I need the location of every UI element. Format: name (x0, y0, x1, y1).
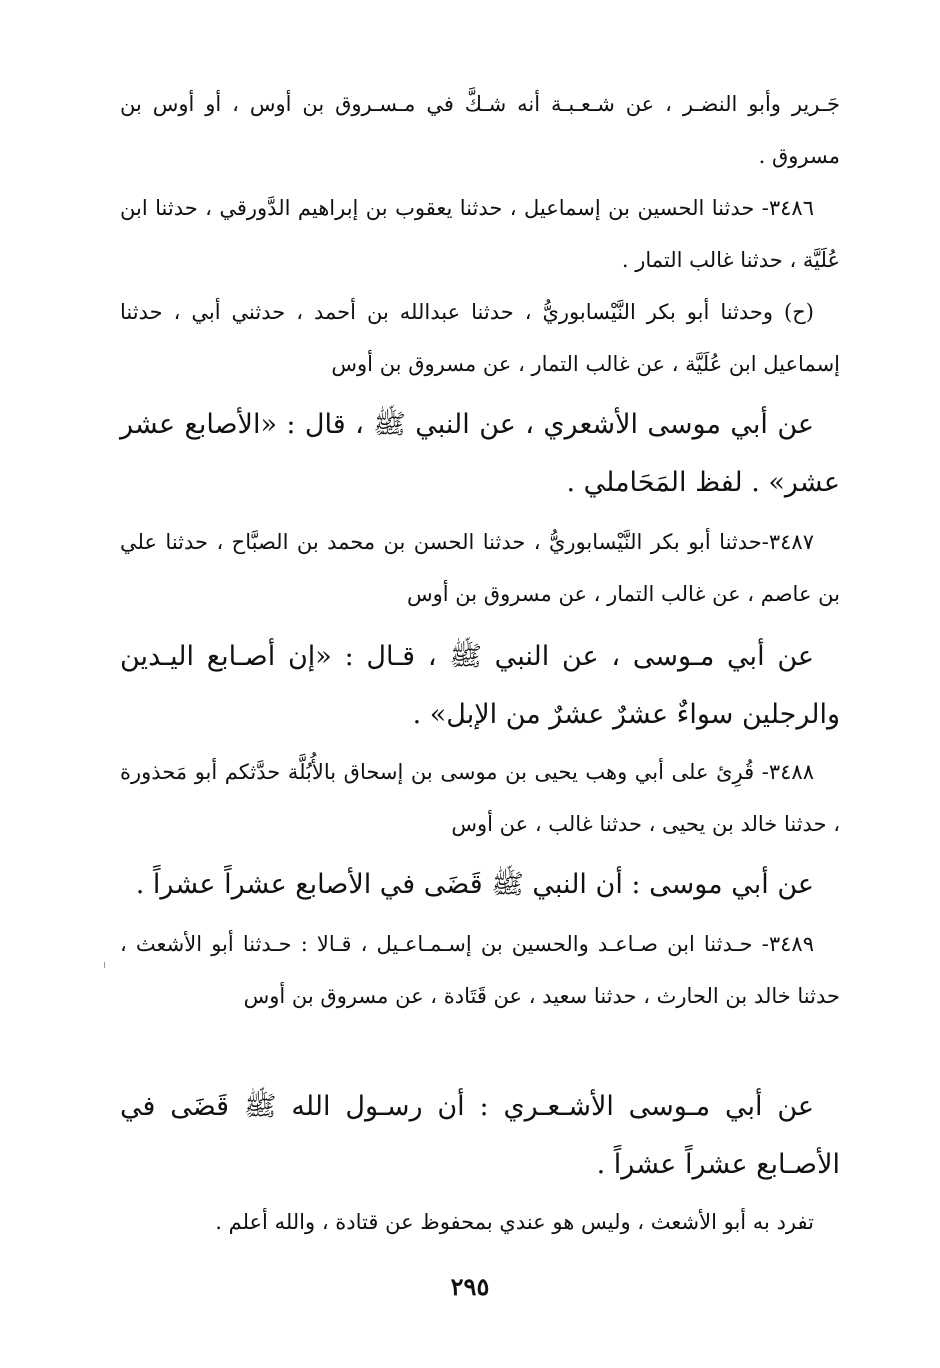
hadith-3488-matn: عن أبي موسى : أن النبي ﷺ قَضَى في الأصابع عشراً عشراً . (135, 869, 814, 900)
hadith-3488-isnad: ٣٤٨٨- قُرِئ على أبي وهب يحيى بن موسى بن إسحاق بالأُبُلَّة حدَّثكم أبو مَحذورة ، حدثنا خالد بن يحيى ، حدثنا غالب ، عن أوس (120, 760, 840, 836)
paragraph-continuation: جَـرير وأبو النضـر ، عن شـعـبـة أنه شـكَّ في مـسـروق بن أوس ، أو أوس بن مسروق . (120, 92, 840, 168)
hadith-3487-isnad: ٣٤٨٧-حدثنا أبو بكر النَّيْسابوريُّ ، حدثنا الحسن بن محمد بن الصبَّاح ، حدثنا علي بن عاصم ، عن غالب التمار ، عن مسروق بن أوس (120, 530, 840, 606)
hadith-3486-matn: عن أبي موسى الأشعري ، عن النبي ﷺ ، قال : «الأصابع عشر عشر» . لفظ المَحَاملي . (120, 409, 840, 498)
hadith-3487-matn: عن أبي مـوسى ، عن النبي ﷺ ، قـال : «إن أصـابع اليـدين والرجلين سواءٌ عشرٌ عشرٌ من الإبل» . (120, 641, 840, 730)
hadith-3486-isnad: ٣٤٨٦- حدثنا الحسين بن إسماعيل ، حدثنا يعقوب بن إبراهيم الدَّورقي ، حدثنا ابن عُلَيَّة ، حدثنا غالب التمار . (120, 196, 840, 272)
scan-mark (104, 962, 105, 968)
closing-remark: تفرد به أبو الأشعث ، وليس هو عندي بمحفوظ عن قتادة ، والله أعلم . (215, 1210, 814, 1234)
page-number: ٢٩٥ (450, 1272, 490, 1301)
hadith-3489-isnad: ٣٤٨٩- حـدثنا ابن صـاعـد والحسين بن إسـمـاعـيل ، قـالا : حـدثنا أبو الأشعث ، حدثنا خالد بن الحارث ، حدثنا سعيد ، عن قَتَادة ، عن مسروق بن أوس (120, 932, 840, 1008)
hadith-3489-matn: عن أبي مـوسى الأشـعـري : أن رسـول الله ﷺ قَضَى في الأصـابع عشراً عشراً . (120, 1091, 840, 1180)
hadith-3486-alt-isnad: (ح) وحدثنا أبو بكر النَّيْسابوريُّ ، حدثنا عبدالله بن أحمد ، حدثني أبي ، حدثنا إسماعيل ابن عُلَيَّة ، عن غالب التمار ، عن مسروق بن أوس (120, 300, 840, 376)
